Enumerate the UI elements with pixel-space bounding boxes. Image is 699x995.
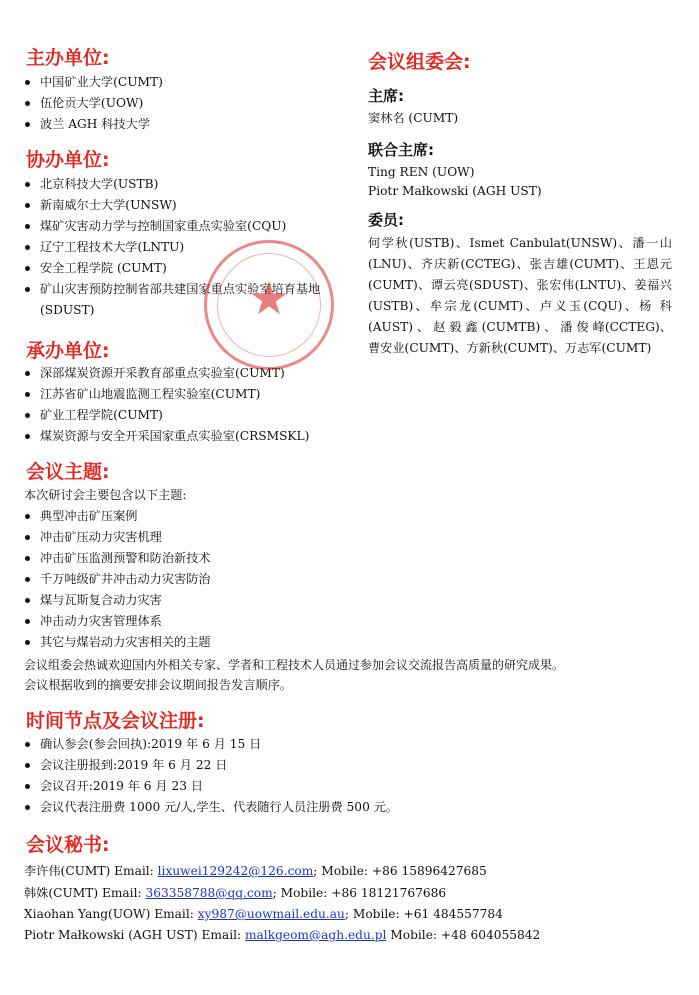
list-item: 中国矿业大学(CUMT) — [24, 72, 344, 93]
bullet-icon — [25, 805, 30, 810]
bullet-icon — [25, 80, 30, 85]
bullet-icon — [25, 598, 30, 603]
contact-line: 韩姝(CUMT) Email: 363358788@qq.com; Mobile: +86 18121767686 — [24, 886, 447, 900]
list-item: 安全工程学院 (CUMT) — [24, 258, 346, 279]
bullet-icon — [25, 245, 30, 250]
schedule-list — [24, 734, 504, 818]
undertakers-list — [24, 363, 354, 447]
bullet-icon — [25, 413, 30, 418]
seal-star-icon: ★ — [248, 271, 290, 325]
list-item: 冲击动力灾害管理体系 — [24, 611, 424, 632]
list-item: 确认参会(参会回执):2019 年 6 月 15 日 — [24, 734, 504, 755]
list-item: 冲击矿压监测预警和防治新技术 — [24, 548, 424, 569]
chair-label: 主席: — [368, 87, 404, 105]
bullet-icon — [25, 742, 30, 747]
themes-list — [24, 506, 424, 653]
list-item: 千万吨级矿井冲击动力灾害防治 — [24, 569, 424, 590]
list-item: 新南威尔士大学(UNSW) — [24, 195, 346, 216]
list-item: 煤炭资源与安全开采国家重点实验室(CRSMSKL) — [24, 426, 354, 447]
bullet-icon — [25, 392, 30, 397]
list-item: 冲击矿压动力灾害机理 — [24, 527, 424, 548]
cochair-label: 联合主席: — [368, 141, 434, 159]
undertakers-heading: 承办单位: — [26, 340, 110, 362]
list-item: 辽宁工程技术大学(LNTU) — [24, 237, 346, 258]
bullet-icon — [25, 434, 30, 439]
list-item: 矿山灾害预防控制省部共建国家重点实验室培育基地 (SDUST) — [24, 279, 346, 321]
bullet-icon — [25, 763, 30, 768]
list-item: 北京科技大学(USTB) — [24, 174, 346, 195]
contact-line: 李许伟(CUMT) Email: lixuwei129242@126.com; Mobile: +86 15896427685 — [24, 864, 487, 878]
members-list: 何学秋(USTB)、Ismet Canbulat(UNSW)、潘一山(LNU)、齐庆新(CCTEG)、张吉雄(CUMT)、王恩元(CUMT)、谭云亮(SDUST)、张宏伟(LNTU)、姜福兴(USTB)、牟宗龙(CUMT)、卢义玉(CQU)、杨 科 (AUST) 、 赵 毅 鑫 (CUMTB) 、 潘 俊 峰(CCTEG)、曹安业(CUMT)、方新秋(CUMT)、万志军(CUMT) — [368, 236, 672, 355]
list-item: 煤与瓦斯复合动力灾害 — [24, 590, 424, 611]
bullet-icon — [25, 182, 30, 187]
list-item: 波兰 AGH 科技大学 — [24, 114, 344, 135]
bullet-icon — [25, 122, 30, 127]
bullet-icon — [25, 266, 30, 271]
bullet-icon — [25, 203, 30, 208]
email-link[interactable]: 363358788@qq.com — [145, 886, 273, 900]
bullet-icon — [25, 371, 30, 376]
bullet-icon — [25, 101, 30, 106]
email-link[interactable]: lixuwei129242@126.com — [157, 864, 314, 878]
list-item: 矿业工程学院(CUMT) — [24, 405, 354, 426]
chair-name: 窦林名 (CUMT) — [368, 111, 459, 125]
committee-heading: 会议组委会: — [368, 51, 471, 73]
themes-heading: 会议主题: — [26, 461, 110, 483]
list-item: 煤矿灾害动力学与控制国家重点实验室(CQU) — [24, 216, 346, 237]
official-seal-stamp — [204, 240, 334, 370]
list-item: 会议注册报到:2019 年 6 月 22 日 — [24, 755, 504, 776]
list-item: 其它与煤岩动力灾害相关的主题 — [24, 632, 424, 653]
list-item: 会议召开:2019 年 6 月 23 日 — [24, 776, 504, 797]
list-item: 典型冲击矿压案例 — [24, 506, 424, 527]
bullet-icon — [25, 287, 30, 292]
secretariat-heading: 会议秘书: — [26, 834, 110, 856]
bullet-icon — [25, 784, 30, 789]
bullet-icon — [25, 514, 30, 519]
members-label: 委员: — [368, 211, 404, 229]
cochair-name: Piotr Małkowski (AGH UST) — [368, 184, 542, 198]
list-item: 伍伦贡大学(UOW) — [24, 93, 344, 114]
organizers-heading: 主办单位: — [26, 47, 110, 69]
list-item: 深部煤炭资源开采教育部重点实验室(CUMT) — [24, 363, 354, 384]
themes-outro: 会议组委会热诚欢迎国内外相关专家、学者和工程技术人员通过参加会议交流报告高质量的研究成果。 — [24, 658, 565, 672]
bullet-icon — [25, 577, 30, 582]
email-link[interactable]: malkgeom@agh.edu.pl — [244, 928, 387, 942]
cochair-name: Ting REN (UOW) — [368, 165, 475, 179]
schedule-heading: 时间节点及会议注册: — [26, 710, 205, 732]
bullet-icon — [25, 619, 30, 624]
co-organizers-heading: 协办单位: — [26, 149, 110, 171]
bullet-icon — [25, 224, 30, 229]
bullet-icon — [25, 535, 30, 540]
themes-intro: 本次研讨会主要包含以下主题: — [24, 488, 187, 502]
organizers-list — [24, 72, 344, 135]
list-item: 会议代表注册费 1000 元/人,学生、代表随行人员注册费 500 元。 — [24, 797, 504, 818]
email-link[interactable]: xy987@uowmail.edu.au — [197, 907, 345, 921]
bullet-icon — [25, 556, 30, 561]
bullet-icon — [25, 640, 30, 645]
contact-line: Piotr Małkowski (AGH UST) Email: malkgeom@agh.edu.pl Mobile: +48 604055842 — [24, 928, 541, 942]
list-item: 江苏省矿山地震监测工程实验室(CUMT) — [24, 384, 354, 405]
contact-line: Xiaohan Yang(UOW) Email: xy987@uowmail.edu.au; Mobile: +61 484557784 — [24, 907, 503, 921]
themes-outro: 会议根据收到的摘要安排会议期间报告发言顺序。 — [24, 678, 293, 692]
